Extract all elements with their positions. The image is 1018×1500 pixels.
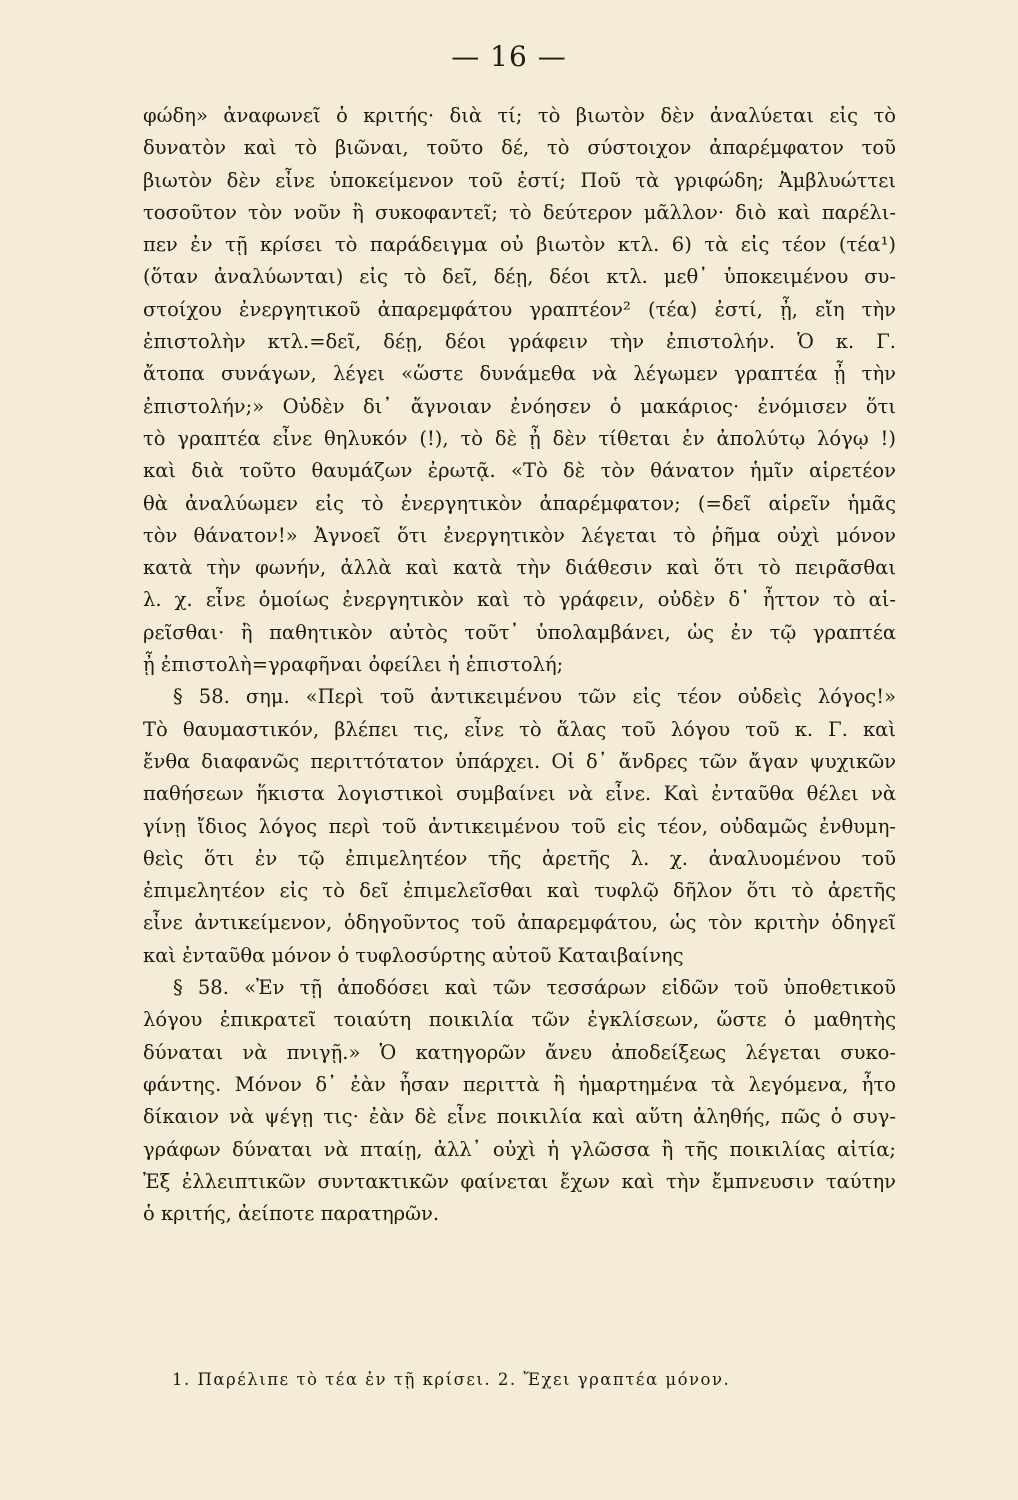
text-line: λόγου ἐπικρατεῖ τοιαύτη ποικιλία τῶν ἐγκλίσεων, ὥστε ὁ μαθητὴς <box>143 1008 896 1032</box>
page-number: — 16 — <box>451 40 567 73</box>
text-line: ἔνθα διαφανῶς περιττότατον ὑπάρχει. Οἱ δ᾽ ἄνδρες τῶν ἄγαν ψυχικῶν <box>143 749 896 773</box>
text-line: τοσοῦτον τὸν νοῦν ἢ συκοφαντεῖ; τὸ δεύτερον μᾶλλον· διὸ καὶ παρέλι- <box>143 200 896 224</box>
text-line: ἐπιστολὴν κτλ.=δεῖ, δέῃ, δέοι γράφειν τὴν ἐπιστολήν. Ὁ κ. Γ. <box>143 330 896 354</box>
text-line: κατὰ τὴν φωνήν, ἀλλὰ καὶ κατὰ τὴν διάθεσιν καὶ ὅτι τὸ πειρᾶσθαι <box>143 556 896 580</box>
text-line: φάντης. Μόνον δ᾽ ἐὰν ἦσαν περιττὰ ἢ ἡμαρτημένα τὰ λεγόμενα, ἦτο <box>143 1072 896 1096</box>
text-line: (ὅταν ἀναλύωνται) εἰς τὸ δεῖ, δέῃ, δέοι κτλ. μεθ᾽ ὑποκειμένου συ- <box>143 265 896 289</box>
text-line: ρεῖσθαι· ἢ παθητικὸν αὐτὸς τοῦτ᾽ ὑπολαμβάνει, ὡς ἐν τῷ γραπτέα <box>143 620 896 644</box>
footnotes: 1. Παρέλιπε τὸ τέα ἐν τῇ κρίσει. 2. Ἔχει γραπτέα μόνον. <box>172 1370 731 1389</box>
text-line: τὸν θάνατον!» Ἀγνοεῖ ὅτι ἐνεργητικὸν λέγεται τὸ ῥῆμα οὐχὶ μόνον <box>143 523 896 547</box>
text-line: θεὶς ὅτι ἐν τῷ ἐπιμελητέον τῆς ἀρετῆς λ. χ. ἀναλυομένου τοῦ <box>143 846 896 870</box>
text-line: δύναται νὰ πνιγῇ.» Ὁ κατηγορῶν ἄνευ ἀποδείξεως λέγεται συκο- <box>143 1040 896 1064</box>
section-heading-line: § 58. «Ἐν τῇ ἀποδόσει καὶ τῶν τεσσάρων εἰδῶν τοῦ ὑποθετικοῦ <box>173 976 896 1000</box>
text-line: φώδη» ἀναφωνεῖ ὁ κριτής· διὰ τί; τὸ βιωτὸν δὲν ἀναλύεται εἰς τὸ <box>143 104 896 127</box>
text-line: δίκαιον νὰ ψέγῃ τις· ἐὰν δὲ εἶνε ποικιλία καὶ αὕτη ἀληθής, πῶς ὁ συγ- <box>143 1105 896 1129</box>
text-line: βιωτὸν δὲν εἶνε ὑποκείμενον τοῦ ἐστί; Ποῦ τὰ γριφώδη; Ἀμβλυώττει <box>143 168 896 192</box>
text-line: γράφων δύναται νὰ πταίῃ, ἀλλ᾽ οὐχὶ ἡ γλῶσσα ἢ τῆς ποικιλίας αἰτία; <box>143 1137 896 1161</box>
text-line: εἶνε ἀντικείμενον, ὁδηγοῦντος τοῦ ἀπαρεμφάτου, ὡς τὸν κριτὴν ὁδηγεῖ <box>143 911 896 935</box>
body-text <box>143 100 896 1230</box>
text-line: θὰ ἀναλύωμεν εἰς τὸ ἐνεργητικὸν ἀπαρέμφατον; (=δεῖ αἱρεῖν ἡμᾶς <box>143 491 896 515</box>
text-line: λ. χ. εἶνε ὁμοίως ἐνεργητικὸν καὶ τὸ γράφειν, οὐδὲν δ᾽ ἧττον τὸ αἱ- <box>143 588 896 612</box>
text-line: δυνατὸν καὶ τὸ βιῶναι, τοῦτο δέ, τὸ σύστοιχον ἀπαρέμφατον τοῦ <box>143 136 896 160</box>
text-line: πεν ἐν τῇ κρίσει τὸ παράδειγμα οὐ βιωτὸν κτλ. 6) τὰ εἰς τέον (τέα¹) <box>143 233 896 257</box>
text-line: καὶ ἐνταῦθα μόνον ὁ τυφλοσύρτης αὐτοῦ Καταιβαίνης <box>143 943 684 967</box>
text-line: τὸ γραπτέα εἶνε θηλυκόν (!), τὸ δὲ ᾖ δὲν τίθεται ἐν ἀπολύτῳ λόγῳ !) <box>143 426 896 450</box>
section-heading-line: § 58. σημ. «Περὶ τοῦ ἀντικειμένου τῶν εἰς τέον οὐδεὶς λόγος!» <box>173 685 896 709</box>
text-line: ἐπιστολήν;» Οὐδὲν δι᾽ ἄγνοιαν ἐνόησεν ὁ μακάριος· ἐνόμισεν ὅτι <box>143 394 896 418</box>
text-line: ᾖ ἐπιστολὴ=γραφῆναι ὀφείλει ἡ ἐπιστολή; <box>143 653 564 677</box>
text-line: ὁ κριτής, ἀείποτε παρατηρῶν. <box>143 1202 440 1226</box>
text-line: Τὸ θαυμαστικόν, βλέπει τις, εἶνε τὸ ἅλας τοῦ λόγου τοῦ κ. Γ. καὶ <box>143 717 896 741</box>
text-line: γίνῃ ἴδιος λόγος περὶ τοῦ ἀντικειμένου τοῦ εἰς τέον, οὐδαμῶς ἐνθυμη- <box>143 814 896 838</box>
text-line: στοίχου ἐνεργητικοῦ ἀπαρεμφάτου γραπτέον² (τέα) ἐστί, ᾖ, εἴη τὴν <box>143 297 896 321</box>
text-line: παθήσεων ἥκιστα λογιστικοὶ συμβαίνει νὰ εἶνε. Καὶ ἐνταῦθα θέλει νὰ <box>143 782 896 806</box>
text-line: ἄτοπα συνάγων, λέγει «ὥστε δυνάμεθα νὰ λέγωμεν γραπτέα ᾖ τὴν <box>143 362 896 386</box>
text-line: καὶ διὰ τοῦτο θαυμάζων ἐρωτᾷ. «Τὸ δὲ τὸν θάνατον ἡμῖν αἱρετέον <box>143 459 896 483</box>
text-line: Ἐξ ἐλλειπτικῶν συντακτικῶν φαίνεται ἔχων καὶ τὴν ἔμπνευσιν ταύτην <box>143 1169 896 1193</box>
text-line: ἐπιμελητέον εἰς τὸ δεῖ ἐπιμελεῖσθαι καὶ τυφλῷ δῆλον ὅτι τὸ ἀρετῆς <box>143 879 896 903</box>
